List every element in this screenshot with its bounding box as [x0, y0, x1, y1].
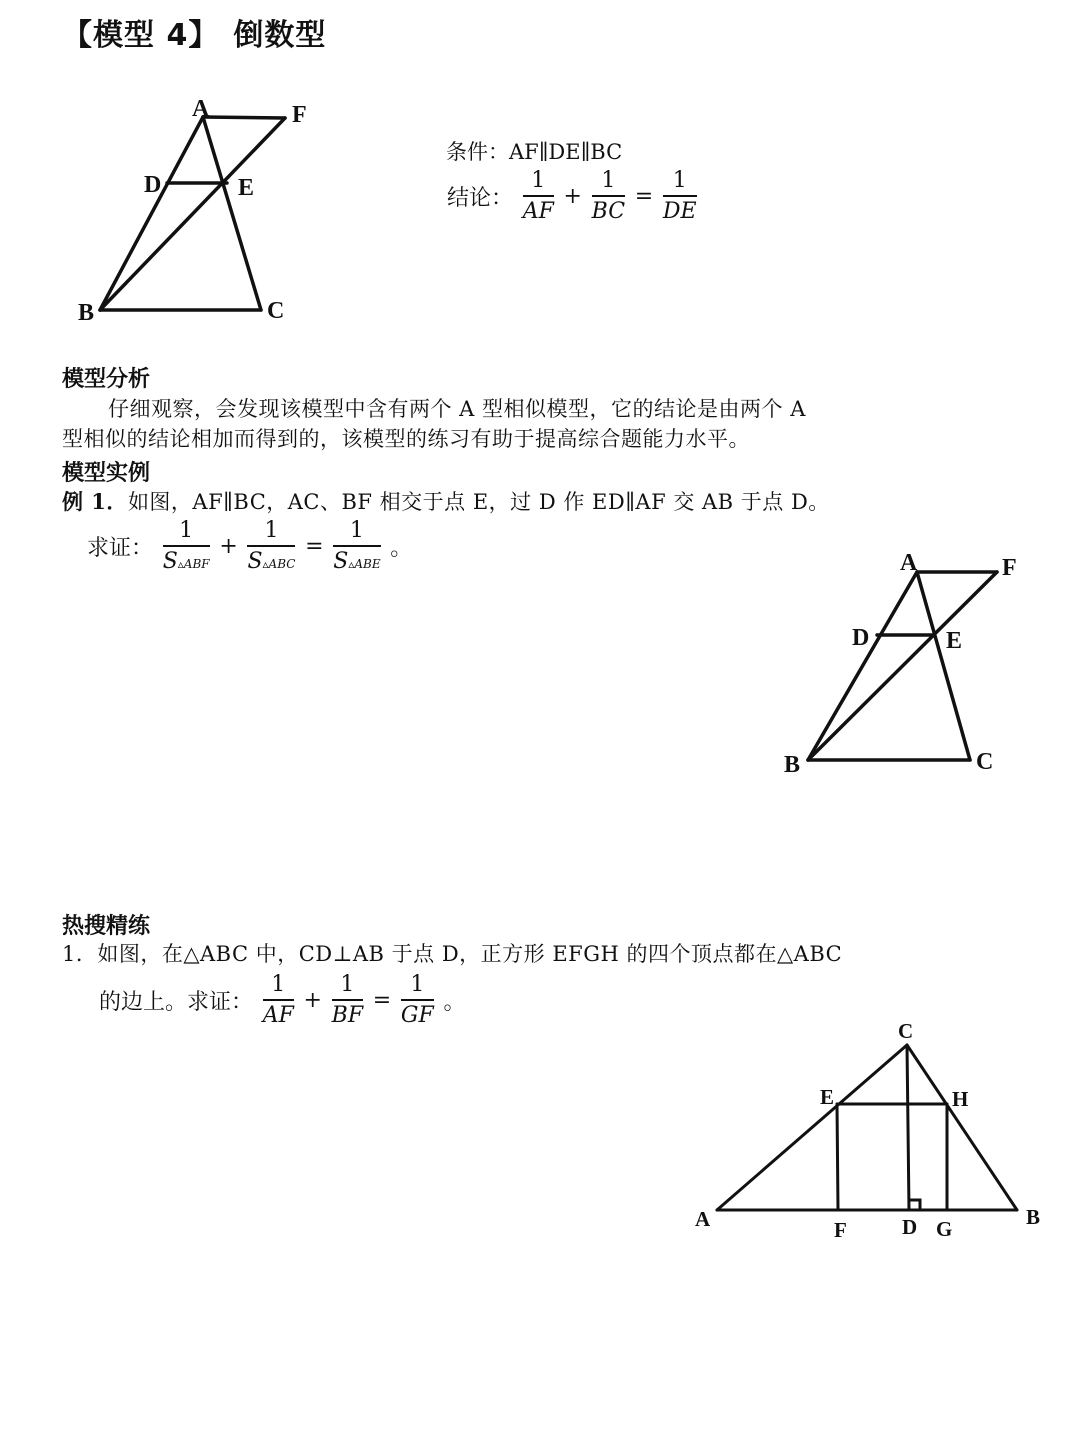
fraction-1-over-DE: $\frac{1}{DE}$	[662, 168, 697, 224]
seg-CB	[907, 1045, 1017, 1210]
practice-heading: 热搜精练	[62, 914, 151, 939]
equals-sign: =	[372, 987, 392, 1013]
fraction-1-over-AF: $\frac{1}{AF}$	[262, 972, 294, 1028]
example-1-text: 如图，AF∥BC，AC、BF 相交于点 E，过 D 作 ED∥AF 交 AB 于点 D。	[127, 490, 830, 514]
figure-2	[780, 545, 1040, 785]
practice-question-1	[62, 939, 842, 969]
label-F: F	[834, 1218, 847, 1242]
fraction-1-over-GF: $\frac{1}{GF}$	[400, 972, 434, 1028]
fraction-1-over-S-ABE: $\frac{1}{\text{S▵ABE}}$	[333, 518, 381, 574]
equals-sign: =	[305, 533, 324, 559]
label-C: C	[267, 298, 285, 324]
seg-CD	[907, 1045, 909, 1210]
seg-EF	[837, 1104, 838, 1210]
condition-text: AF∥DE∥BC	[509, 140, 623, 164]
equals-sign: =	[634, 183, 654, 209]
fraction-1-over-AF: $\frac{1}{AF}$	[522, 168, 554, 224]
label-E: E	[946, 628, 963, 654]
seg-AC	[917, 572, 970, 760]
label-B: B	[78, 300, 95, 326]
conclusion-label: 结论：	[447, 185, 514, 211]
example-1-label: 例 1．	[62, 489, 128, 514]
label-A: A	[695, 1207, 711, 1231]
model-condition	[446, 136, 622, 166]
label-G: G	[936, 1217, 953, 1241]
analysis-line-1: 仔细观察，会发现该模型中含有两个 A 型相似模型，它的结论是由两个 A	[108, 397, 806, 421]
seg-AC	[203, 117, 261, 310]
fraction-1-over-S-ABC: $\frac{1}{\text{S▵ABC}}$	[247, 518, 296, 574]
label-C: C	[976, 749, 994, 775]
fraction-1-over-BF: $\frac{1}{BF}$	[331, 972, 364, 1028]
figure-3	[690, 1010, 1050, 1250]
example-1	[62, 487, 830, 517]
examples-heading: 模型实例	[62, 461, 151, 486]
fraction-1-over-BC: $\frac{1}{BC}$	[591, 168, 626, 224]
label-D: D	[902, 1215, 918, 1239]
period: 。	[443, 989, 466, 1015]
label-B: B	[784, 752, 801, 778]
practice-q1-line-1: 1．如图，在△ABC 中，CD⊥AB 于点 D，正方形 EFGH 的四个顶点都在△ABC	[62, 942, 843, 966]
seg-CA	[717, 1045, 907, 1210]
label-F: F	[292, 102, 307, 128]
label-D: D	[144, 172, 162, 198]
plus-sign: +	[219, 533, 238, 559]
practice-q1-proof	[98, 972, 466, 1028]
seg-AB	[100, 117, 203, 310]
title-model-name: 倒数型	[233, 18, 327, 53]
prove-label: 求证：	[87, 535, 154, 561]
title-model-number: 【模型 4】	[62, 18, 220, 53]
label-F: F	[1002, 555, 1017, 581]
label-E: E	[820, 1085, 835, 1109]
fraction-1-over-S-ABF: $\frac{1}{\text{S▵ABF}}$	[162, 518, 210, 574]
plus-sign: +	[563, 183, 582, 209]
label-A: A	[900, 550, 918, 576]
condition-label: 条件：	[446, 140, 509, 164]
model-conclusion	[446, 168, 699, 224]
label-B: B	[1026, 1205, 1041, 1229]
analysis-paragraph	[62, 394, 962, 454]
analysis-heading: 模型分析	[62, 367, 151, 392]
seg-AF	[203, 117, 285, 118]
plus-sign: +	[303, 987, 322, 1013]
seg-BF	[100, 118, 285, 310]
label-E: E	[238, 175, 255, 201]
label-D: D	[852, 625, 870, 651]
example-1-proof	[86, 518, 413, 574]
analysis-line-2: 型相似的结论相加而得到的，该模型的练习有助于提高综合题能力水平。	[62, 427, 750, 451]
label-A: A	[192, 96, 210, 122]
label-H: H	[952, 1087, 969, 1111]
page-title	[62, 10, 340, 54]
practice-q1-line-2: 的边上。求证：	[99, 989, 254, 1015]
figure-1	[70, 90, 330, 340]
period: 。	[390, 535, 413, 561]
label-C: C	[898, 1019, 914, 1043]
